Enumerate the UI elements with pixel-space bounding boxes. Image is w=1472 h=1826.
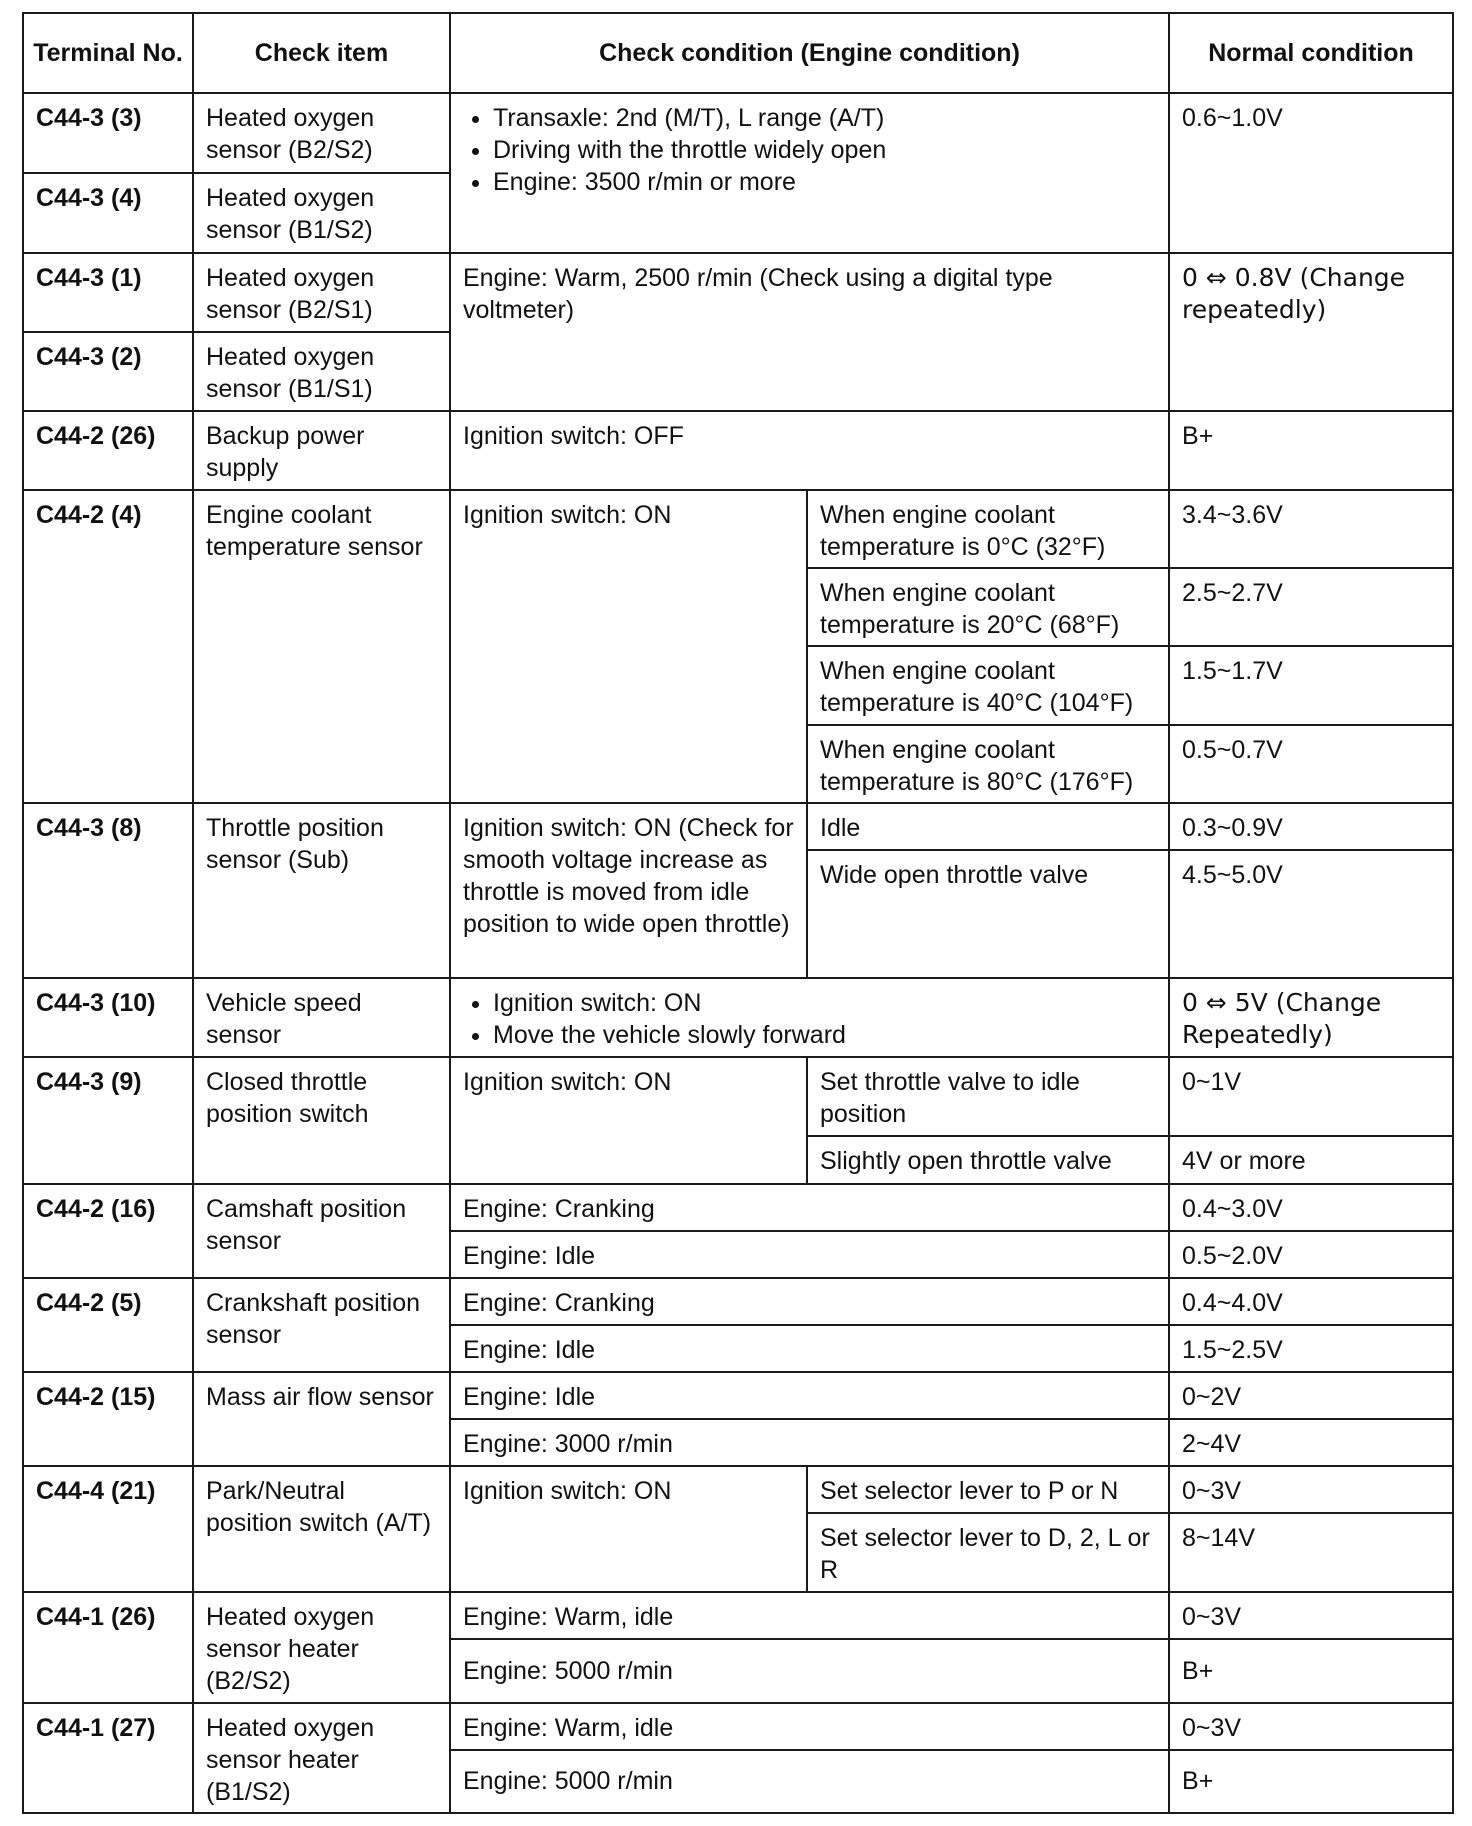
list-item: • Ignition switch: ON bbox=[493, 987, 1156, 1019]
condition-cell: Engine: Warm, 2500 r/min (Check using a digital type voltmeter) bbox=[450, 253, 1169, 411]
table-row bbox=[23, 1703, 1453, 1750]
normal-cell: 0~3V bbox=[1169, 1592, 1453, 1639]
normal-cell: 3.4~3.6V bbox=[1169, 490, 1453, 568]
condition-cell: Engine: 5000 r/min bbox=[450, 1639, 1169, 1702]
condition-cell: Engine: Idle bbox=[450, 1372, 1169, 1419]
sub-condition-cell: Idle bbox=[807, 803, 1169, 850]
terminal-check-table bbox=[22, 12, 1454, 1814]
table-row bbox=[23, 1592, 1453, 1639]
normal-cell: 0 ⇔ 5V (Change Repeatedly) bbox=[1169, 978, 1453, 1057]
terminal-cell: C44-3 (10) bbox=[23, 978, 193, 1057]
terminal-cell: C44-4 (21) bbox=[23, 1466, 193, 1592]
header-check-condition: Check condition (Engine condition) bbox=[450, 13, 1169, 93]
table-row bbox=[23, 1278, 1453, 1325]
check-item-cell: Heated oxygen sensor (B1/S1) bbox=[193, 332, 450, 411]
terminal-cell: C44-3 (9) bbox=[23, 1057, 193, 1183]
sub-condition-cell: Set throttle valve to idle position bbox=[807, 1057, 1169, 1136]
terminal-cell: C44-2 (15) bbox=[23, 1372, 193, 1466]
check-item-cell: Vehicle speed sensor bbox=[193, 978, 450, 1057]
normal-cell: 0~1V bbox=[1169, 1057, 1453, 1136]
check-item-cell: Heated oxygen sensor heater (B2/S2) bbox=[193, 1592, 450, 1702]
condition-cell: Engine: Cranking bbox=[450, 1278, 1169, 1325]
table-row bbox=[23, 978, 1453, 1057]
normal-cell: 1.5~2.5V bbox=[1169, 1325, 1453, 1372]
sub-condition-cell: Set selector lever to D, 2, L or R bbox=[807, 1513, 1169, 1592]
normal-cell: 0~3V bbox=[1169, 1466, 1453, 1513]
terminal-cell: C44-2 (16) bbox=[23, 1184, 193, 1278]
terminal-cell: C44-2 (4) bbox=[23, 490, 193, 803]
terminal-cell: C44-3 (4) bbox=[23, 173, 193, 252]
condition-cell: Ignition switch: ON bbox=[450, 1466, 807, 1592]
list-item: • Engine: 3500 r/min or more bbox=[493, 166, 1156, 198]
check-item-cell: Heated oxygen sensor (B2/S2) bbox=[193, 93, 450, 173]
normal-cell: B+ bbox=[1169, 1639, 1453, 1702]
check-item-cell: Mass air flow sensor bbox=[193, 1372, 450, 1466]
terminal-cell: C44-1 (27) bbox=[23, 1703, 193, 1813]
table-row bbox=[23, 490, 1453, 568]
condition-cell: Ignition switch: ON bbox=[450, 1057, 807, 1183]
check-item-cell: Crankshaft position sensor bbox=[193, 1278, 450, 1372]
normal-cell: B+ bbox=[1169, 1750, 1453, 1813]
condition-cell: Engine: Idle bbox=[450, 1325, 1169, 1372]
check-item-cell: Park/Neutral position switch (A/T) bbox=[193, 1466, 450, 1592]
sub-condition-cell: Wide open throttle valve bbox=[807, 850, 1169, 978]
normal-cell: 1.5~1.7V bbox=[1169, 646, 1453, 724]
check-item-cell: Heated oxygen sensor heater (B1/S2) bbox=[193, 1703, 450, 1813]
table-row bbox=[23, 1184, 1453, 1231]
table-row bbox=[23, 1057, 1453, 1136]
table-row bbox=[23, 253, 1453, 332]
condition-cell: Engine: 5000 r/min bbox=[450, 1750, 1169, 1813]
normal-cell: 2~4V bbox=[1169, 1419, 1453, 1466]
check-item-cell: Backup power supply bbox=[193, 411, 450, 490]
header-terminal: Terminal No. bbox=[23, 13, 193, 93]
table-row bbox=[23, 1466, 1453, 1513]
normal-cell: 0~3V bbox=[1169, 1703, 1453, 1750]
header-normal-condition: Normal condition bbox=[1169, 13, 1453, 93]
sub-condition-cell: Slightly open throttle valve bbox=[807, 1136, 1169, 1183]
normal-cell: 0~2V bbox=[1169, 1372, 1453, 1419]
list-item: • Driving with the throttle widely open bbox=[493, 134, 1156, 166]
condition-cell bbox=[450, 978, 1169, 1057]
condition-cell: Engine: Idle bbox=[450, 1231, 1169, 1278]
header-check-item: Check item bbox=[193, 13, 450, 93]
table-row bbox=[23, 803, 1453, 850]
condition-cell: Ignition switch: ON bbox=[450, 490, 807, 803]
check-item-cell: Engine coolant temperature sensor bbox=[193, 490, 450, 803]
condition-cell: Engine: 3000 r/min bbox=[450, 1419, 1169, 1466]
terminal-cell: C44-3 (2) bbox=[23, 332, 193, 411]
condition-list bbox=[463, 102, 1156, 198]
terminal-cell: C44-2 (5) bbox=[23, 1278, 193, 1372]
sub-condition-cell: When engine coolant temperature is 80°C (176°F) bbox=[807, 725, 1169, 803]
normal-cell: B+ bbox=[1169, 411, 1453, 490]
condition-cell bbox=[450, 93, 1169, 252]
check-item-cell: Camshaft position sensor bbox=[193, 1184, 450, 1278]
table-row bbox=[23, 93, 1453, 173]
check-item-cell: Heated oxygen sensor (B1/S2) bbox=[193, 173, 450, 252]
normal-cell: 0.6~1.0V bbox=[1169, 93, 1453, 252]
normal-cell: 0 ⇔ 0.8V (Change repeatedly) bbox=[1169, 253, 1453, 411]
condition-cell: Engine: Cranking bbox=[450, 1184, 1169, 1231]
sub-condition-cell: When engine coolant temperature is 0°C (32°F) bbox=[807, 490, 1169, 568]
terminal-cell: C44-2 (26) bbox=[23, 411, 193, 490]
table-row bbox=[23, 411, 1453, 490]
condition-cell: Ignition switch: OFF bbox=[450, 411, 1169, 490]
normal-cell: 0.4~4.0V bbox=[1169, 1278, 1453, 1325]
condition-cell: Engine: Warm, idle bbox=[450, 1703, 1169, 1750]
header-row bbox=[23, 13, 1453, 93]
terminal-cell: C44-3 (1) bbox=[23, 253, 193, 332]
sub-condition-cell: Set selector lever to P or N bbox=[807, 1466, 1169, 1513]
normal-cell: 4.5~5.0V bbox=[1169, 850, 1453, 978]
check-item-cell: Heated oxygen sensor (B2/S1) bbox=[193, 253, 450, 332]
list-item: • Transaxle: 2nd (M/T), L range (A/T) bbox=[493, 102, 1156, 134]
condition-list bbox=[463, 987, 1156, 1051]
normal-cell: 0.5~2.0V bbox=[1169, 1231, 1453, 1278]
table-row bbox=[23, 1372, 1453, 1419]
terminal-cell: C44-3 (3) bbox=[23, 93, 193, 173]
normal-cell: 8~14V bbox=[1169, 1513, 1453, 1592]
normal-cell: 2.5~2.7V bbox=[1169, 568, 1453, 646]
sub-condition-cell: When engine coolant temperature is 40°C (104°F) bbox=[807, 646, 1169, 724]
normal-cell: 4V or more bbox=[1169, 1136, 1453, 1183]
normal-cell: 0.5~0.7V bbox=[1169, 725, 1453, 803]
terminal-cell: C44-3 (8) bbox=[23, 803, 193, 978]
normal-cell: 0.4~3.0V bbox=[1169, 1184, 1453, 1231]
sub-condition-cell: When engine coolant temperature is 20°C (68°F) bbox=[807, 568, 1169, 646]
condition-cell: Engine: Warm, idle bbox=[450, 1592, 1169, 1639]
check-item-cell: Throttle position sensor (Sub) bbox=[193, 803, 450, 978]
terminal-cell: C44-1 (26) bbox=[23, 1592, 193, 1702]
list-item: • Move the vehicle slowly forward bbox=[493, 1019, 1156, 1051]
condition-cell: Ignition switch: ON (Check for smooth voltage increase as throttle is moved from idle position to wide open throttle) bbox=[450, 803, 807, 978]
check-item-cell: Closed throttle position switch bbox=[193, 1057, 450, 1183]
normal-cell: 0.3~0.9V bbox=[1169, 803, 1453, 850]
